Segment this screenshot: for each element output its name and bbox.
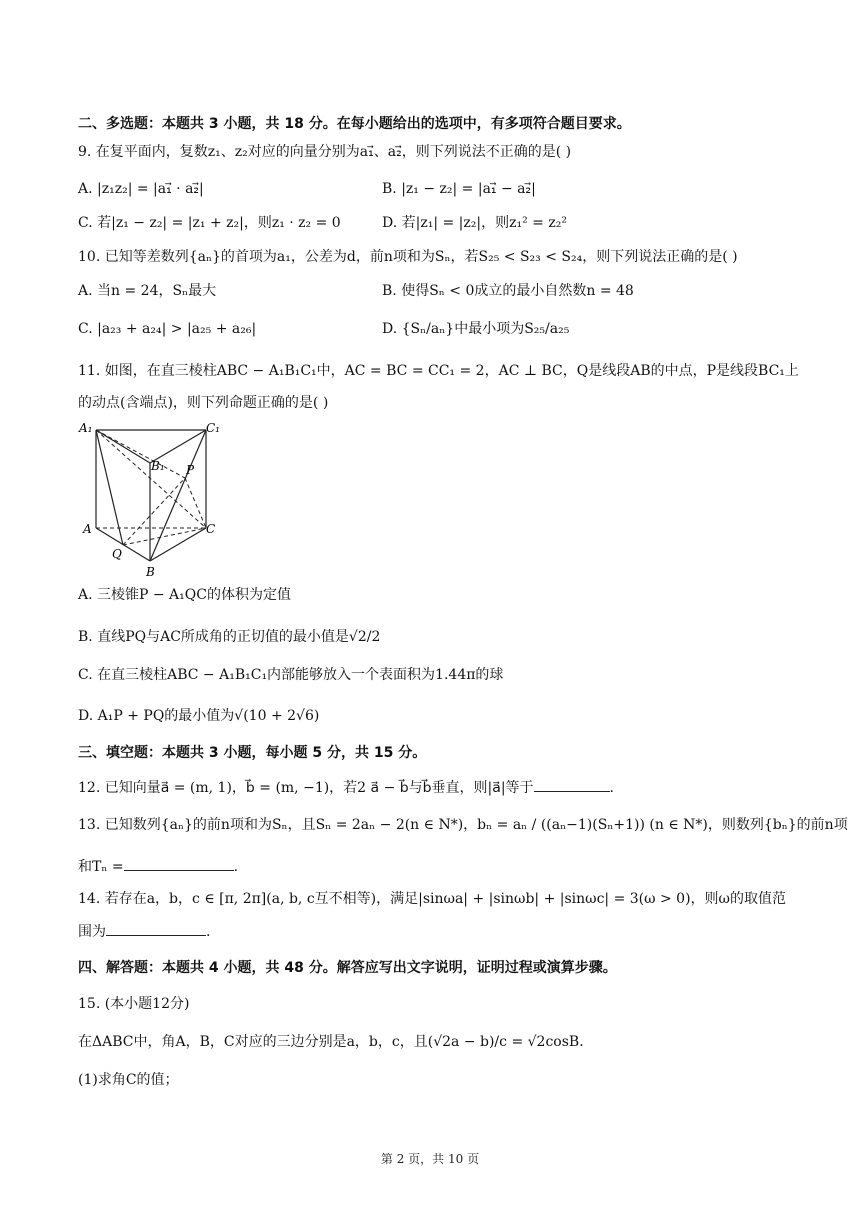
- q13-line2: [78, 858, 238, 876]
- label-c1: C₁: [206, 421, 220, 435]
- q12-text: 12. 已知向量a⃗ = (m, 1)，b⃗ = (m, −1)，若2 a⃗ − b⃗与b⃗垂直，则|a⃗|等于: [78, 780, 534, 796]
- q9-option-c: C. 若|z₁ − z₂| = |z₁ + z₂|，则z₁ · z₂ = 0: [78, 215, 341, 231]
- q15-title: 15. (本小题12分): [78, 996, 190, 1012]
- q14-line2: [78, 923, 210, 941]
- q11-option-b: B. 直线PQ与AC所成角的正切值的最小值是√2/2: [78, 629, 381, 645]
- section-header-multi-choice: 二、多选题：本题共 3 小题，共 18 分。在每小题给出的选项中，有多项符合题目要求。: [78, 116, 631, 132]
- q10-option-c: C. |a₂₃ + a₂₄| > |a₂₅ + a₂₆|: [78, 321, 257, 337]
- prism-figure: [78, 418, 228, 580]
- q10-stem: 10. 已知等差数列{aₙ}的首项为a₁，公差为d，前n项和为Sₙ，若S₂₅ < S₂₃ < S₂₄，则下列说法正确的是( ): [78, 249, 738, 265]
- q10-option-a: A. 当n = 24，Sₙ最大: [78, 283, 217, 299]
- q11-stem-line1: 11. 如图，在直三棱柱ABC − A₁B₁C₁中，AC = BC = CC₁ = 2，AC ⊥ BC，Q是线段AB的中点，P是线段BC₁上: [78, 363, 799, 379]
- q12-answer-blank[interactable]: [534, 779, 610, 792]
- q9-option-d: D. 若|z₁| = |z₂|，则z₁² = z₂²: [382, 215, 567, 231]
- q15-stem: 在ΔABC中，角A，B，C对应的三边分别是a，b，c，且(√2a − b)/c = √2cosB.: [78, 1034, 584, 1050]
- q9-option-b: B. |z₁ − z₂| = |a₁⃗ − a₂⃗|: [382, 181, 536, 197]
- q11-option-a: A. 三棱锥P − A₁QC的体积为定值: [78, 587, 291, 603]
- q14-answer-blank[interactable]: [106, 923, 206, 936]
- q14-line1: 14. 若存在a，b，c ∈ [π, 2π](a, b, c互不相等)，满足|sinωa| + |sinωb| + |sinωc| = 3(ω > 0)，则ω的取值范: [78, 891, 786, 907]
- label-a: A: [83, 522, 92, 536]
- q9-option-a: A. |z₁z₂| = |a₁⃗ · a₂⃗|: [78, 181, 204, 197]
- q13-line1: 13. 已知数列{aₙ}的前n项和为Sₙ，且Sₙ = 2aₙ − 2(n ∈ N*)，bₙ = aₙ / ((aₙ−1)(Sₙ+1)) (n ∈ N*)，则数列{bₙ}的前n项: [78, 817, 848, 833]
- page-footer: 第 2 页，共 10 页: [380, 1152, 480, 1166]
- q9-stem: 9. 在复平面内，复数z₁、z₂对应的向量分别为a₁⃗、a₂⃗，则下列说法不正确的是( ): [78, 144, 572, 160]
- q12-line: [78, 779, 614, 797]
- q11-stem-line2: 的动点(含端点)，则下列命题正确的是( ): [78, 395, 329, 411]
- q14-text: 围为: [78, 924, 106, 940]
- label-c: C: [206, 522, 216, 536]
- q11-option-d: D. A₁P + PQ的最小值为√(10 + 2√6): [78, 708, 320, 724]
- label-q: Q: [112, 547, 122, 561]
- q13-answer-blank[interactable]: [124, 858, 234, 871]
- label-p: P: [186, 463, 195, 477]
- q15-part1: (1)求角C的值；: [78, 1072, 179, 1088]
- q13-text: 和Tₙ =: [78, 859, 124, 875]
- q13-end: .: [233, 859, 239, 875]
- label-b1: B₁: [151, 459, 165, 473]
- label-a1: A₁: [79, 421, 93, 435]
- section-header-fill: 三、填空题：本题共 3 小题，每小题 5 分，共 15 分。: [78, 745, 427, 761]
- q10-option-d: D. {Sₙ/aₙ}中最小项为S₂₅/a₂₅: [382, 321, 570, 337]
- section-header-answer: 四、解答题：本题共 4 小题，共 48 分。解答应写出文字说明，证明过程或演算步骤。: [78, 960, 617, 976]
- label-b: B: [146, 565, 155, 579]
- q11-option-c: C. 在直三棱柱ABC − A₁B₁C₁内部能够放入一个表面积为1.44π的球: [78, 667, 504, 683]
- q10-option-b: B. 使得Sₙ < 0成立的最小自然数n = 48: [382, 283, 634, 299]
- q14-end: .: [206, 924, 211, 940]
- q12-end: .: [609, 780, 614, 796]
